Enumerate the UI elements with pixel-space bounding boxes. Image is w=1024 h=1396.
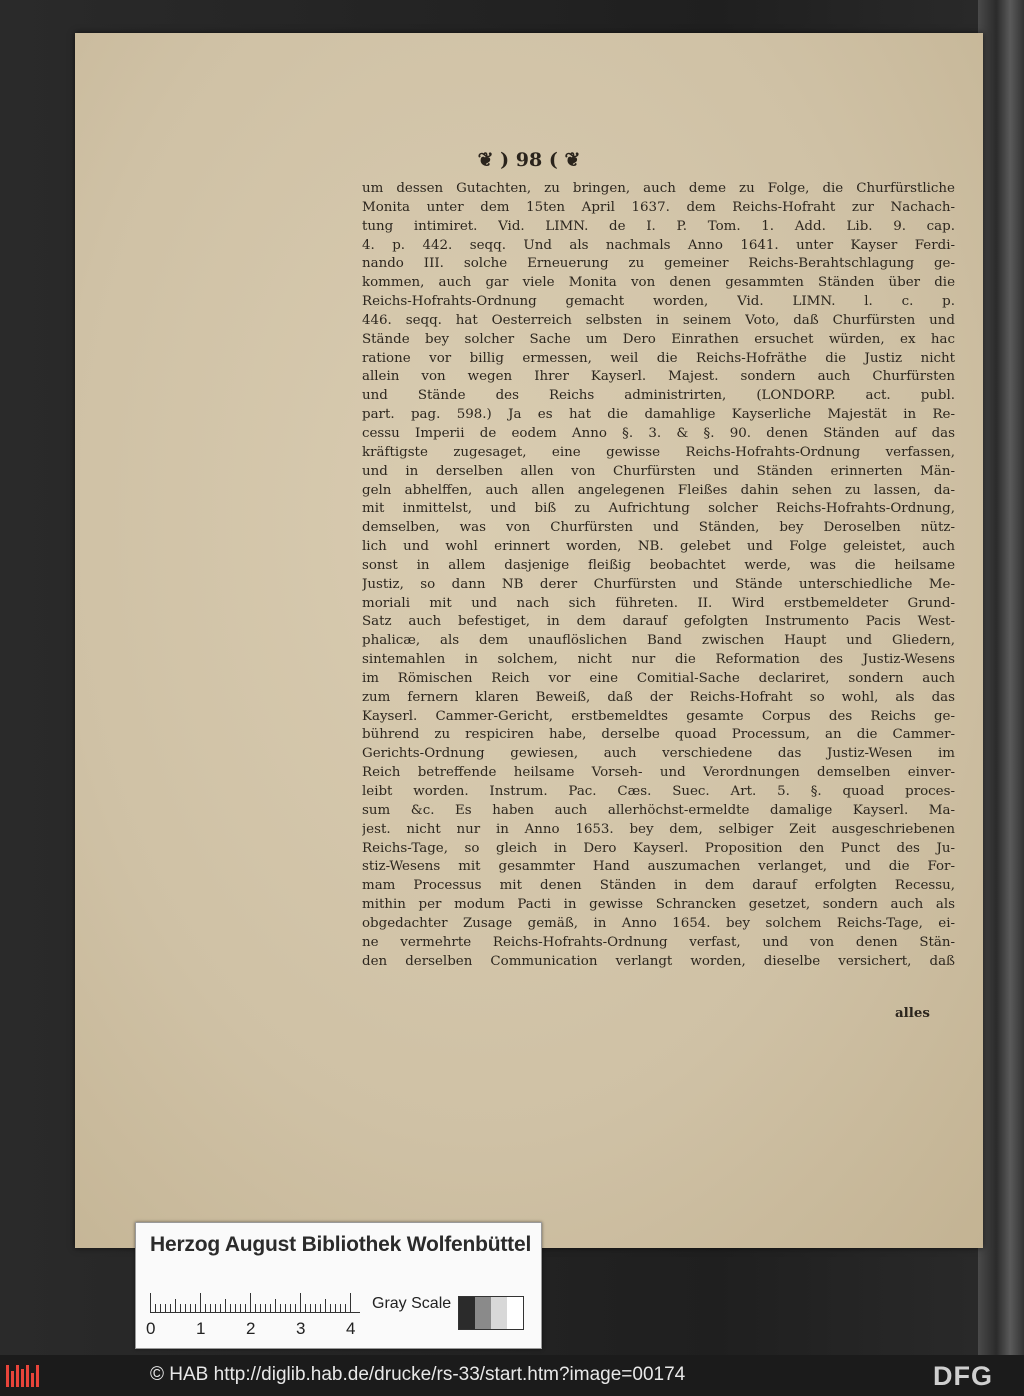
scale-ruler: [150, 1293, 360, 1313]
text-line: Reichs-Tage, so gleich in Dero Kayserl. Proposition den Punct des Ju-: [362, 840, 955, 856]
ruler-tick: [275, 1299, 276, 1313]
ruler-tick: [210, 1304, 211, 1313]
ruler-tick: [320, 1304, 321, 1313]
text-line: stiz-Wesens mit gesammter Hand auszumachen verlanget, und die For-: [362, 859, 955, 875]
ruler-tick: [260, 1304, 261, 1313]
text-line: obgedachter Zusage gemäß, in Anno 1654. bey solchem Reichs-Tage, ei-: [362, 915, 955, 931]
text-line: Stände bey solcher Sache um Dero Einrathen ersuchet würden, ex hac: [362, 331, 955, 347]
text-line: Reich betreffende heilsame Vorseh- und Verordnungen demselben einver-: [362, 765, 955, 781]
ruler-tick: [215, 1304, 216, 1313]
ruler-tick: [285, 1304, 286, 1313]
ruler-tick: [265, 1304, 266, 1313]
text-line: demselben, was von Churfürsten und Ständen, bey Deroselben nütz-: [362, 520, 955, 536]
ruler-tick: [295, 1304, 296, 1313]
text-line: und Stände des Reichs administrirten, (LONDORP. act. publ.: [362, 388, 955, 404]
text-line: 446. seqq. hat Oesterreich selbsten in seinem Voto, daß Churfürsten und: [362, 312, 955, 328]
page-header: ❦ ) 98 ( ❦: [477, 149, 581, 171]
text-line: Monita unter dem 15ten April 1637. dem Reichs-Hofraht zur Nachach-: [362, 199, 955, 215]
ruler-tick: [325, 1299, 326, 1313]
text-line: kommen, auch gar viele Monita von denen gesammten Ständen über die: [362, 275, 955, 291]
text-line: jest. nicht nur in Anno 1653. bey dem, selbiger Zeit ausgeschriebenen: [362, 821, 955, 837]
ruler-label: 1: [196, 1319, 206, 1338]
ruler-tick: [180, 1304, 181, 1313]
text-line: lich und wohl erinnert worden, NB. gelebet und Folge geleistet, auch: [362, 539, 955, 555]
ruler-tick: [185, 1304, 186, 1313]
ruler-tick: [310, 1304, 311, 1313]
ruler-tick: [220, 1304, 221, 1313]
ruler-tick: [305, 1304, 306, 1313]
ruler-tick: [175, 1299, 176, 1313]
text-line: zum fernern klaren Beweiß, daß der Reichs-Hofraht so wohl, als das: [362, 689, 955, 705]
color-reference-card: [135, 1222, 542, 1349]
text-line: Gerichts-Ordnung gewiesen, auch verschiedene das Justiz-Wesen im: [362, 746, 955, 762]
text-line: sum &c. Es haben auch allerhöchst-ermeldte damalige Kayserl. Ma-: [362, 802, 955, 818]
text-line: ne vermehrte Reichs-Hofrahts-Ordnung verfast, und von denen Stän-: [362, 934, 955, 950]
ruler-tick: [350, 1293, 351, 1313]
text-line: im Römischen Reich vor eine Comitial-Sache declariret, sondern auch: [362, 670, 955, 686]
text-line: und in derselben allen von Churfürsten und Ständen erinnerten Män-: [362, 463, 955, 479]
ruler-tick: [280, 1304, 281, 1313]
ruler-tick: [205, 1304, 206, 1313]
book-spine: [978, 0, 1024, 1355]
ruler-tick: [160, 1304, 161, 1313]
dfg-logo: DFG: [933, 1361, 993, 1391]
ruler-label: 0: [146, 1319, 156, 1338]
ruler-label: 2: [246, 1319, 256, 1338]
ruler-tick: [240, 1304, 241, 1313]
ruler-label: 3: [296, 1319, 306, 1338]
text-line: kräftigste zugesaget, eine gewisse Reichs-Hofrahts-Ordnung verfassen,: [362, 444, 955, 460]
text-line: Satz auch befestiget, in dem darauf gefolgten Instrumento Pacis West-: [362, 614, 955, 630]
ruler-tick: [235, 1304, 236, 1313]
text-line: bührend zu respiciren habe, derselbe quoad Processum, an die Cammer-: [362, 727, 955, 743]
footer-bar: [0, 1355, 1024, 1396]
library-name: Herzog August Bibliothek Wolfenbüttel: [150, 1233, 532, 1256]
text-line: tung intimiret. Vid. LIMN. de I. P. Tom. 1. Add. Lib. 9. cap.: [362, 218, 955, 234]
text-line: Justiz, so dann NB derer Churfürsten und Stände unterschiedliche Me-: [362, 576, 955, 592]
ruler-tick: [250, 1293, 251, 1313]
gray-scale-label: Gray Scale: [372, 1295, 452, 1312]
text-line: den derselben Communication verlangt worden, dieselbe versichert, daß: [362, 953, 955, 969]
ruler-tick: [335, 1304, 336, 1313]
ruler-tick: [340, 1304, 341, 1313]
text-line: phalicæ, als dem unauflöslichen Band zwischen Haupt und Gliedern,: [362, 633, 955, 649]
gray-swatch: [507, 1297, 523, 1329]
gray-swatch: [491, 1297, 507, 1329]
text-line: nando III. solche Erneuerung zu gemeiner Reichs-Berahtschlagung ge-: [362, 256, 955, 272]
text-line: um dessen Gutachten, zu bringen, auch deme zu Folge, die Churfürstliche: [362, 181, 955, 196]
ruler-tick: [150, 1293, 151, 1313]
ruler-tick: [155, 1304, 156, 1313]
ruler-label: 4: [346, 1319, 356, 1338]
page-body-text: [362, 180, 955, 971]
text-line: cessu Imperii de eodem Anno §. 3. & §. 90. denen Ständen auf das: [362, 425, 955, 441]
text-line: sonst in allem dasjenige fleißig beobachtet werde, was die heilsame: [362, 557, 955, 573]
ruler-tick: [195, 1304, 196, 1313]
ruler-tick: [170, 1304, 171, 1313]
ruler-tick: [200, 1293, 201, 1313]
ruler-tick: [315, 1304, 316, 1313]
text-line: Reichs-Hofrahts-Ordnung gemacht worden, Vid. LIMN. l. c. p.: [362, 294, 955, 310]
text-line: mam Processus mit denen Ständen in dem darauf erfolgten Recessu,: [362, 878, 955, 894]
ruler-tick: [230, 1304, 231, 1313]
ruler-tick: [245, 1304, 246, 1313]
text-line: sintemahlen in solchem, nicht nur die Reformation des Justiz-Wesens: [362, 652, 955, 668]
gray-swatch: [475, 1297, 491, 1329]
copyright-url[interactable]: © HAB http://diglib.hab.de/drucke/rs-33/start.htm?image=00174: [150, 1364, 686, 1385]
ruler-tick: [165, 1304, 166, 1313]
ruler-tick: [290, 1304, 291, 1313]
text-line: part. pag. 598.) Ja es hat die damahlige Kayserliche Majestät in Re-: [362, 407, 955, 423]
text-line: 4. p. 442. seqq. Und als nachmals Anno 1641. unter Kayser Ferdi-: [362, 237, 955, 253]
ruler-tick: [225, 1299, 226, 1313]
book-page: [75, 33, 983, 1248]
hab-logo-icon: [6, 1365, 44, 1387]
catchword: alles: [895, 1005, 930, 1021]
text-line: moriali mit und nach sich führeten. II. Wird erstbemeldeter Grund-: [362, 595, 955, 611]
text-line: leibt worden. Instrum. Pac. Cæs. Suec. Art. 5. §. quoad proces-: [362, 784, 955, 799]
text-line: ratione vor billig ermessen, weil die Reichs-Hofräthe die Justiz nicht: [362, 350, 955, 366]
ruler-tick: [270, 1304, 271, 1313]
text-line: allein von wegen Ihrer Kayserl. Majest. sondern auch Churfürsten: [362, 369, 955, 385]
gray-scale-swatches: [458, 1296, 524, 1330]
ruler-tick: [330, 1304, 331, 1313]
text-line: mithin per modum Pacti in gewisse Schrancken gesetzet, sondern auch als: [362, 897, 955, 913]
ruler-tick: [300, 1293, 301, 1313]
ruler-tick: [255, 1304, 256, 1313]
text-line: geln abhelffen, auch allen angelegenen Fleißes dahin sehen zu lassen, da-: [362, 482, 955, 498]
ruler-tick: [345, 1304, 346, 1313]
ruler-tick: [190, 1304, 191, 1313]
gray-swatch: [459, 1297, 475, 1329]
text-line: mit inmittelst, und biß zu Aufrichtung solcher Reichs-Hofrahts-Ordnung,: [362, 501, 955, 517]
text-line: Kayserl. Cammer-Gericht, erstbemeldtes gesamte Corpus des Reichs ge-: [362, 708, 955, 724]
